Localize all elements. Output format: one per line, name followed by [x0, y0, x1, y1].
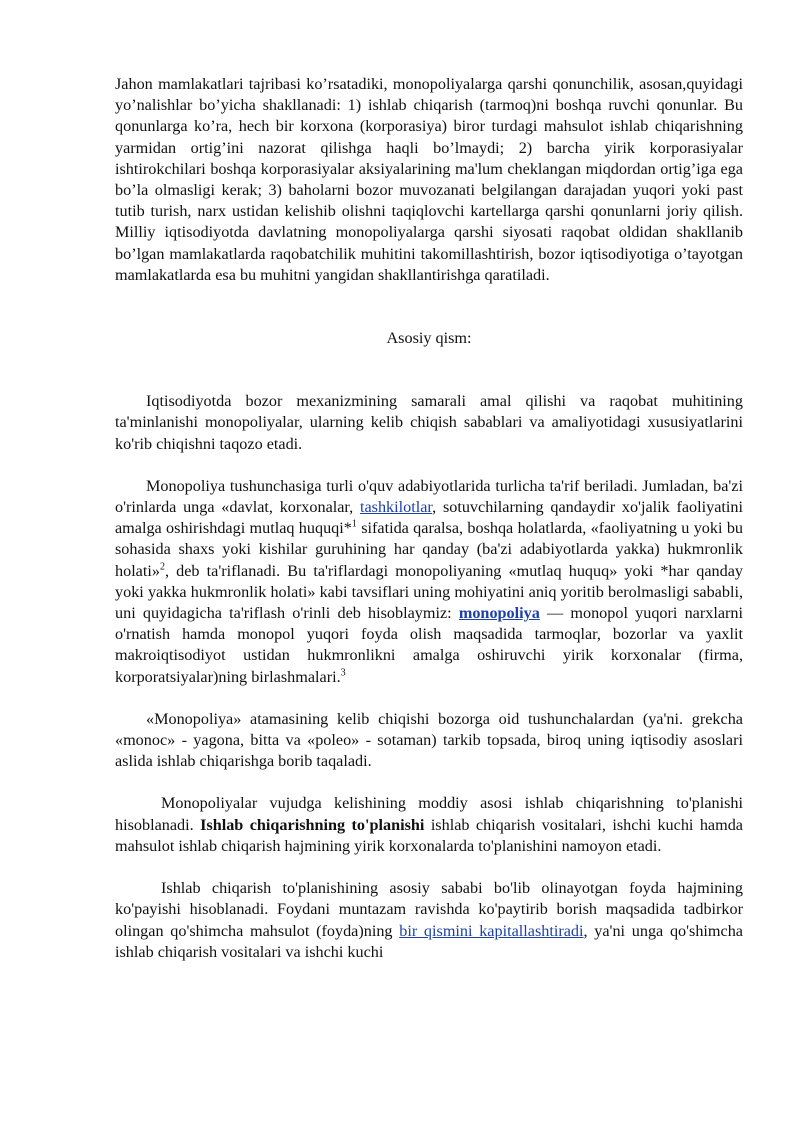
- link-kapitallashtiradi[interactable]: bir qismini kapitallashtiradi: [399, 921, 584, 940]
- text-run: ishlab chiqarish vositalari, ishchi kuchi hamda mahsulot ishlab chiqarish hajmining yirik korxonalarda to'planishini namoyon etadi.: [115, 815, 743, 855]
- text-run: Ishlab chiqarish to'planishining asosiy sababi bo'lib olinayotgan foyda hajmining ko'payishi hisoblanadi. Foydani muntazam ravishda ko'paytirib borish maqsadida tadbirkor olingan qo'shimcha mahsulot (foyda)ning: [115, 879, 743, 940]
- footnote-ref-2: 2: [159, 561, 165, 573]
- bold-term: Ishlab chiqarishning to'planishi: [200, 815, 425, 834]
- link-tashkilotlar[interactable]: tashkilotlar: [359, 498, 433, 517]
- link-monopoliya[interactable]: monopoliya: [458, 604, 540, 623]
- paragraph-monopoliya-tarifi: [115, 476, 743, 688]
- text-run: , deb ta'riflanadi. Bu ta'riflardagi monopoliyaning «mutlaq huquq» yoki *har qanday yoki yakka hukmronlik holati» kabi tavsiflari uning mohiyatini aniq yoritib berolmasligi sababli, uni quyidagicha ta'riflash o'rinli deb hisoblaymiz:: [115, 561, 743, 623]
- text-run: , ya'ni unga qo'shimcha ishlab chiqarish vositalari va ishchi kuchi: [115, 921, 743, 961]
- paragraph-intro: Jahon mamlakatlari tajribasi ko’rsatadiki, monopoliyalarga qarshi qonunchilik, asosan,quyidagi yo’nalishlar bo’yicha shakllanadi: 1) ishlab chiqarish (tarmoq)ni boshqa ruvchi qonunlar. Bu qonunlarga ko’ra, hech bir korxona (korporasiya) biror turdagi mahsulot ishlab chiqarishning yarmidan ortig’ini nazorat qilishga haqli bo’lmaydi; 2) barcha yirik korporasiyalar ishtirokchilari boshqa korporasiyalar aksiyalarining ma'lum cheklangan miqdordan ortig’iga ega bo’la olmasligi kerak; 3) baholarni bozor muvozanati belgilangan darajadan yuqori yoki past tutib turish, narx ustidan kelishib olishni taqiqlovchi kartellarga qarshi qonunlarni joriy qilish. Milliy iqtisodiyotda davlatning monopoliyalarga qarshi siyosati raqobat oldidan shakllanib bo’lgan mamlakatlarda raqobatchilik muhitini takomillashtirish, bozor iqtisodiyotiga o’tayotgan mamlakatlarda esa bu muhitni yangidan shakllantirishga qaratiladi.: [115, 75, 743, 284]
- text-run: sifatida qaralsa, boshqa holatlarda, «faoliyatning u yoki bu sohasida shaxs yoki kishilar guruhining har qanday (ba'zi adabiyotlarda yakka) hukmronlik holati»: [115, 519, 744, 580]
- text-run: — monopol yuqori narxlarni o'rnatish hamda monopol yuqori foyda olish maqsadida tarmoqlar, bozorlar va yaxlit makroiqtisodiyot ustidan hukmronlikni amalga oshiruvchi yirik korxonalar (firma, korporatsiyalar)ning birlashmalari.: [115, 604, 744, 686]
- text-run: , sotuvchilarning qandaydir xo'jalik faoliyatini amalga oshirishdagi mutlaq huquqi*: [115, 498, 743, 538]
- document-page: [115, 74, 743, 963]
- section-heading: Asosiy qism:: [386, 329, 472, 348]
- paragraph-bozor-mexanizmi: Iqtisodiyotda bozor mexanizmining samarali amal qilishi va raqobat muhitining ta'minlanishi monopoliyalar, ularning kelib chiqish sabablari va amaliyotidagi xususiyatlarini ko'rib chiqishni taqozo etadi.: [115, 392, 743, 453]
- paragraph-moddiy-asos: [115, 793, 743, 857]
- text-run: Monopoliyalar vujudga kelishining moddiy asosi ishlab chiqarishning to'planishi hisoblanadi.: [115, 794, 743, 834]
- paragraph-toplanish-sababi: [115, 878, 743, 963]
- text-run: Monopoliya tushunchasiga turli o'quv adabiyotlarida turlicha ta'rif beriladi. Jumladan, ba'zi o'rinlarda unga «davlat, korxonalar,: [115, 476, 743, 517]
- paragraph-atama-kelib-chiqishi: «Monopoliya» atamasining kelib chiqishi bozorga oid tushunchalardan (ya'ni. grekcha «monoc» - yagona, bitta va «poleo» - sotaman) tarkib topsada, biroq uning iqtisodiy asoslari aslida ishlab chiqarishga borib taqaladi.: [115, 709, 743, 771]
- footnote-ref-1: 1: [351, 518, 357, 530]
- footnote-ref-3: 3: [340, 667, 346, 679]
